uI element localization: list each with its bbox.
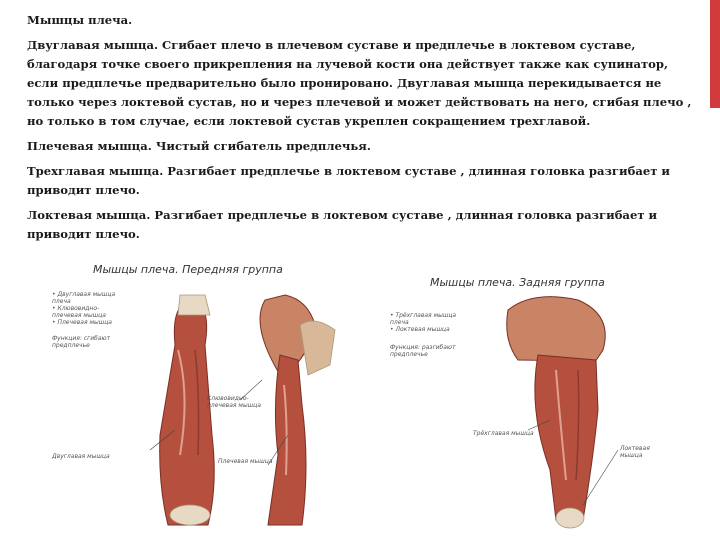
- back-callout: Трёхглавая мышца: [473, 430, 534, 437]
- paragraph-triceps: Трехглавая мышца. Разгибает предплечье в локтевом суставе , длинная головка разгибает и приводит плечо.: [27, 164, 671, 197]
- back-function-text: разгибают предплечье: [390, 344, 456, 358]
- accent-bar: [710, 0, 720, 108]
- front-legend-item: • Двуглавая мышца плеча: [52, 291, 122, 305]
- back-legend-item: • Трёхглавая мышца плеча: [390, 312, 460, 326]
- front-function-text: сгибают предплечье: [52, 335, 111, 349]
- front-arm-right: [260, 295, 335, 525]
- front-legend-item: • Плечевая мышца: [52, 319, 122, 326]
- front-function-label: Функция:: [52, 335, 82, 342]
- paragraph-biceps: Двуглавая мышца. Сгибает плечо в плечевом суставе и предплечье в локтевом суставе, благодаря точке своего прикрепления на лучевой кости она действует также как супинатор, если предплечье предварительно было пронировано. Двуглавая мышца перекидывается не только через локтевой сустав, но и через плечевой и может действовать на него, сгибая плечо , но только в том случае, если локтевой сустав укреплен сокращением трехглавой.: [27, 38, 692, 128]
- text-block: [27, 11, 692, 250]
- front-callout: Клювовидно-плечевая мышца: [207, 395, 261, 409]
- front-arm-left: [160, 295, 215, 525]
- back-function-label: Функция:: [390, 344, 420, 351]
- paragraph-anconeus: Локтевая мышца. Разгибает предплечье в локтевом суставе , длинная головка разгибает и приводит плечо.: [27, 208, 658, 241]
- back-figure-title: Мышцы плеча. Задняя группа: [430, 276, 605, 289]
- front-muscle-figure: [40, 255, 360, 535]
- back-callout: Локтевая мышца: [620, 445, 650, 459]
- page-title: Мышцы плеча.: [27, 13, 133, 27]
- front-callout: Двуглавая мышца: [52, 453, 110, 460]
- back-muscle-figure: [378, 270, 678, 535]
- front-arm-illustration: [40, 255, 360, 535]
- back-legend-item: • Локтевая мышца: [390, 326, 460, 333]
- back-arm-illustration: [378, 270, 678, 535]
- front-callout: Плечевая мышца: [218, 458, 273, 465]
- front-figure-title: Мышцы плеча. Передняя группа: [93, 263, 283, 276]
- front-legend-item: • Клювовидно-плечевая мышца: [52, 305, 122, 319]
- paragraph-brachialis: Плечевая мышца. Чистый сгибатель предплечья.: [27, 139, 371, 153]
